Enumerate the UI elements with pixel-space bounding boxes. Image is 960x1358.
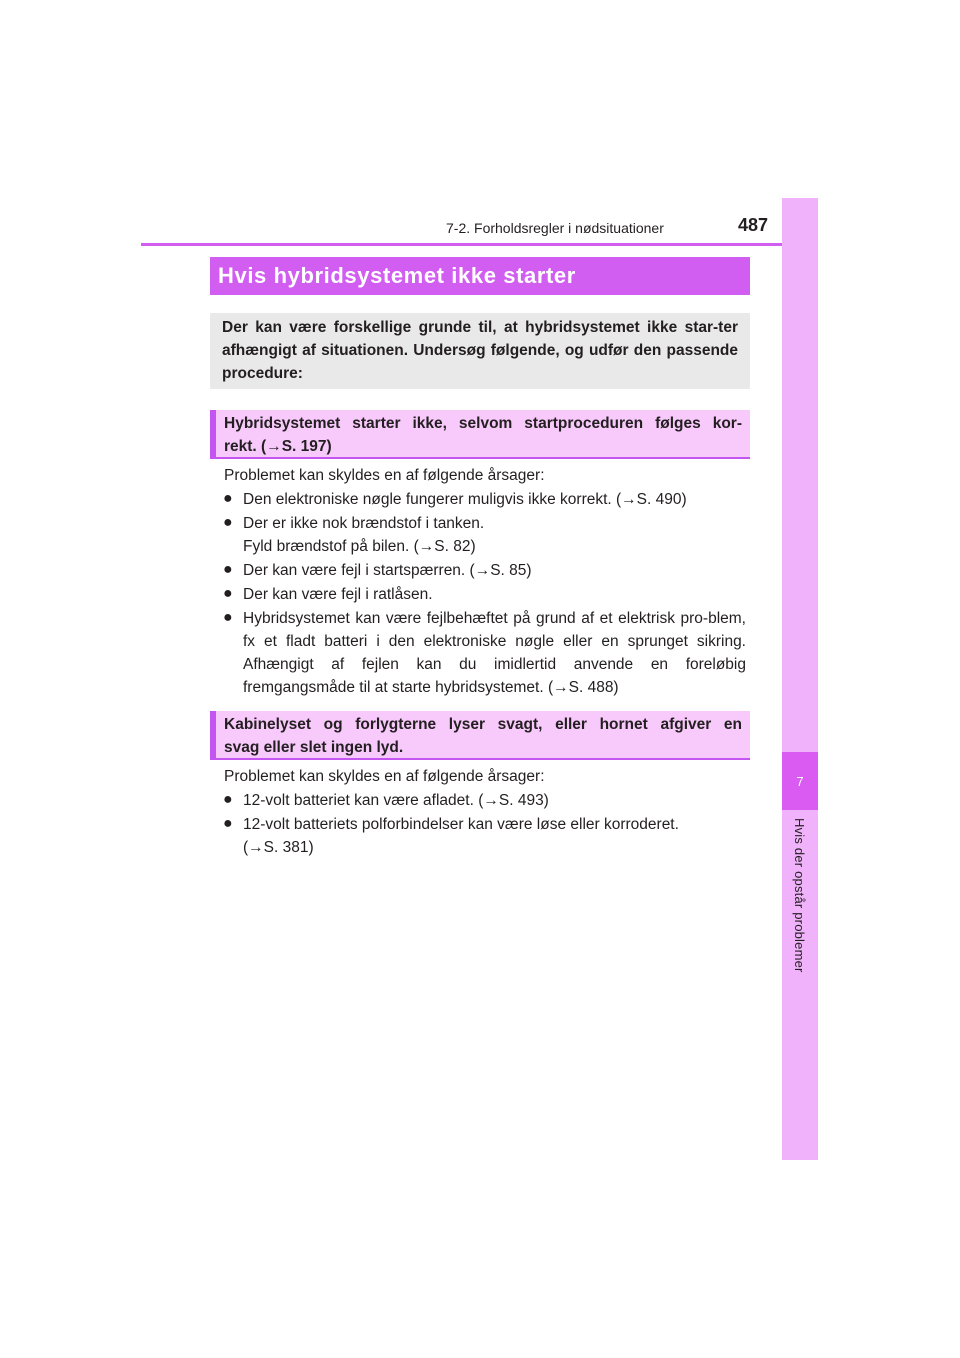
- page-title: Hvis hybridsystemet ikke starter: [210, 257, 750, 295]
- chapter-side-tab: [782, 198, 818, 1160]
- header-divider: [141, 243, 818, 246]
- section2-item-1: 12-volt batteriet kan være afladet. (→S. 493): [243, 792, 549, 809]
- bullet-icon: ●: [223, 609, 233, 626]
- section2-lead: Problemet kan skyldes en af følgende årsager:: [224, 768, 545, 785]
- bullet-icon: ●: [223, 490, 233, 507]
- intro-box: [210, 313, 750, 389]
- section2-heading-line2: svag eller slet ingen lyd.: [224, 739, 404, 756]
- chapter-number-tab: 7: [782, 752, 818, 810]
- section1-heading-line2: rekt. (→S. 197): [224, 438, 332, 455]
- section2-item-2-continued: (→S. 381): [243, 839, 314, 856]
- bullet-icon: ●: [223, 585, 233, 602]
- section1-item-2: Der er ikke nok brændstof i tanken.: [243, 515, 485, 532]
- bullet-icon: ●: [223, 561, 233, 578]
- chapter-title-vertical: Hvis der opstår problemer: [792, 818, 807, 973]
- section1-heading-line1: Hybridsystemet starter ikke, selvom startproceduren følges kor-: [224, 415, 742, 432]
- section1-item-5: Hybridsystemet kan være fejlbehæftet på grund af et elektrisk pro-blem, fx et fladt batteri i den elektroniske nøgle eller en sprunget sikring. Afhængigt af fejlen kan du imidlertid anvende en foreløbig fremgangsmåde til at starte hybridsystemet. (→S. 488): [243, 610, 746, 696]
- section1-item-1: Den elektroniske nøgle fungerer muligvis ikke korrekt. (→S. 490): [243, 491, 687, 508]
- section2-heading-line1: Kabinelyset og forlygterne lyser svagt, eller hornet afgiver en: [224, 716, 742, 733]
- section1-item-4: Der kan være fejl i ratlåsen.: [243, 586, 433, 603]
- bullet-icon: ●: [223, 815, 233, 832]
- section1-item-3: Der kan være fejl i startspærren. (→S. 85): [243, 562, 532, 579]
- section1-heading: [210, 410, 750, 459]
- section2-heading: [210, 711, 750, 760]
- bullet-icon: ●: [223, 514, 233, 531]
- bullet-icon: ●: [223, 791, 233, 808]
- running-header-section: 7-2. Forholdsregler i nødsituationer: [446, 220, 664, 236]
- page-number: 487: [738, 215, 769, 235]
- section1-lead: Problemet kan skyldes en af følgende årsager:: [224, 467, 545, 484]
- section1-item-2-continued: Fyld brændstof på bilen. (→S. 82): [243, 538, 476, 555]
- section2-item-2: 12-volt batteriets polforbindelser kan være løse eller korroderet.: [243, 816, 679, 833]
- intro-text: Der kan være forskellige grunde til, at hybridsystemet ikke star-ter afhængigt af situationen. Undersøg følgende, og udfør den passende procedure:: [222, 319, 738, 382]
